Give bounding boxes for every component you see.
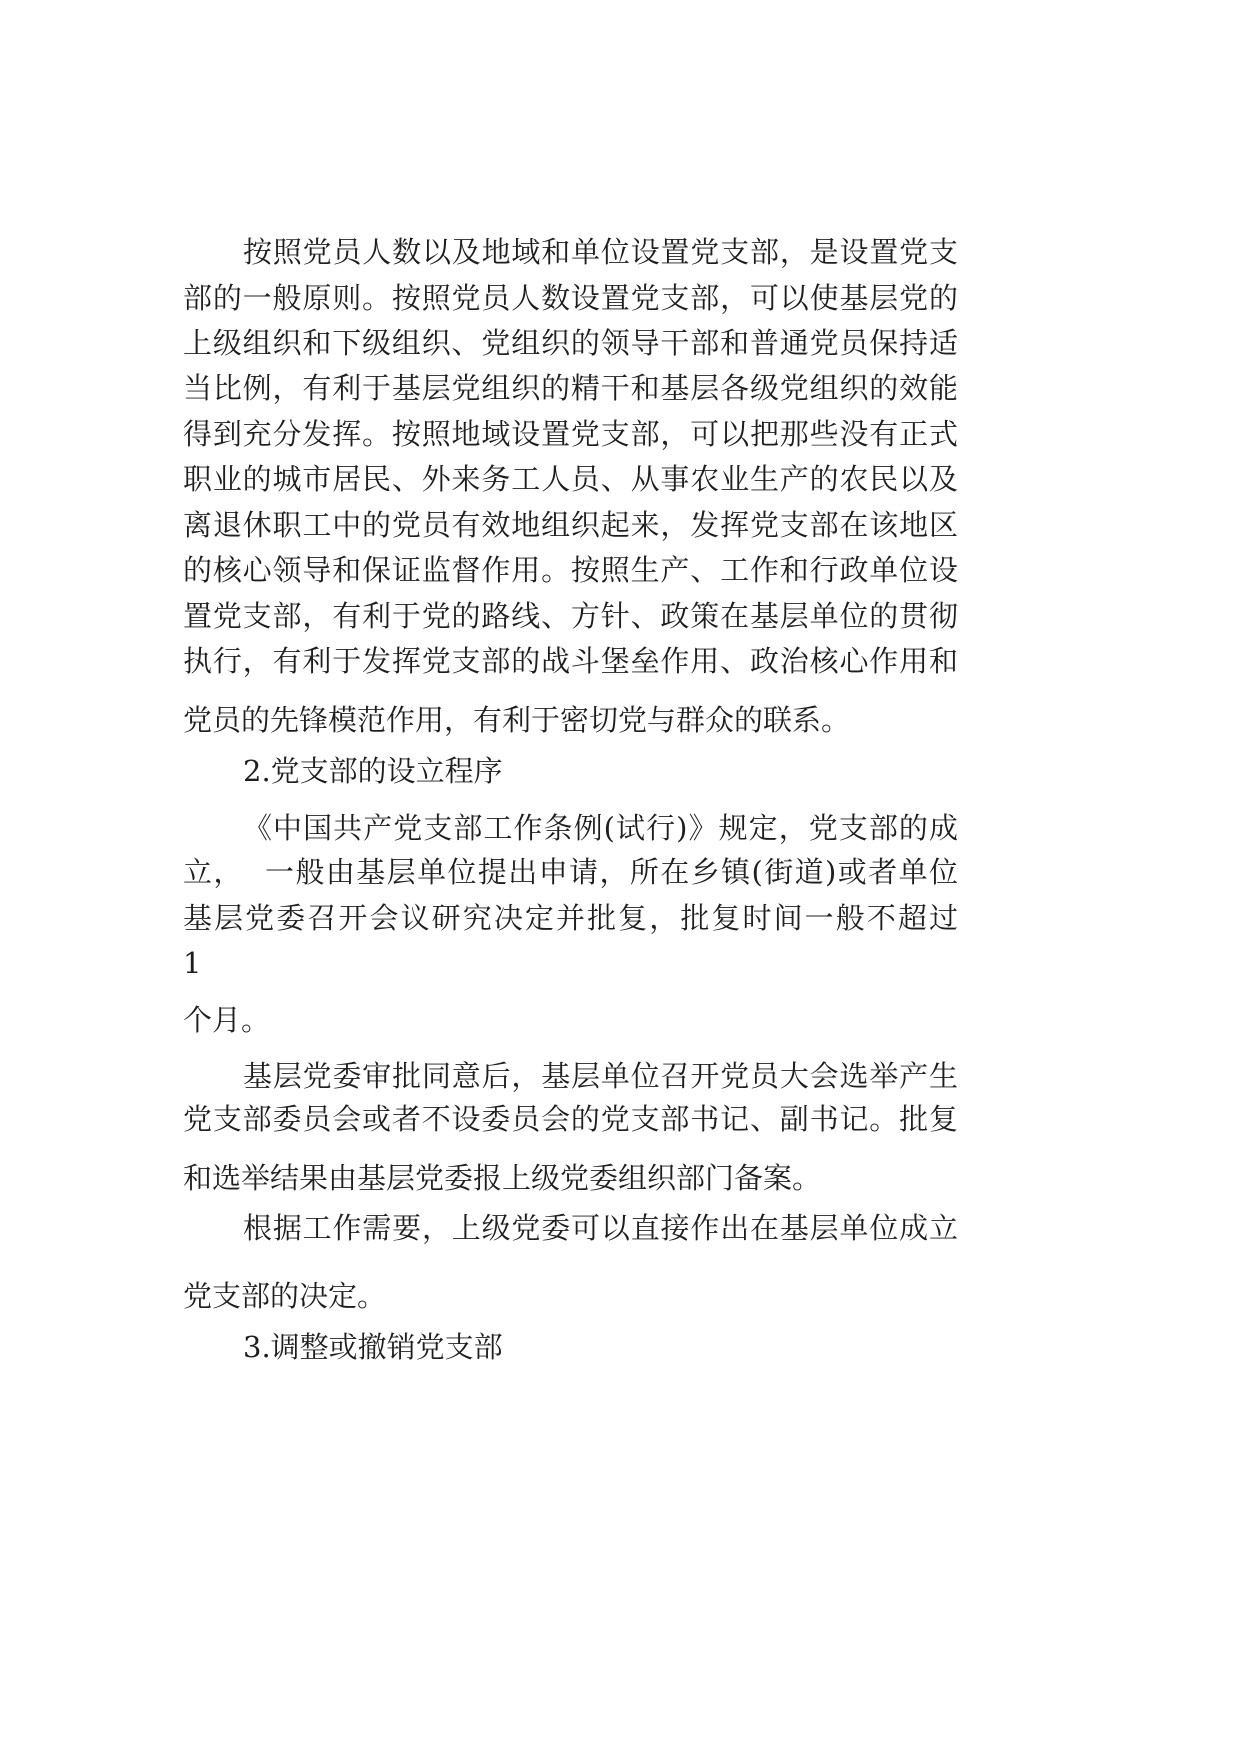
paragraph-line: 立， 一般由基层单位提出申请，所在乡镇(街道)或者单位 <box>183 855 958 889</box>
section-heading: 2.党支部的设立程序 <box>243 754 503 788</box>
paragraph-line: 部的一般原则。按照党员人数设置党支部，可以使基层党的 <box>183 281 958 315</box>
paragraph-line: 党员的先锋模范作用，有利于密切党与群众的联系。 <box>183 703 851 737</box>
paragraph-line: 和选举结果由基层党委报上级党委组织部门备案。 <box>183 1161 822 1195</box>
paragraph-line: 《中国共产党支部工作条例(试行)》规定，党支部的成 <box>243 811 958 845</box>
paragraph-line: 当比例，有利于基层党组织的精干和基层各级党组织的效能 <box>183 371 958 405</box>
paragraph-line: 的核心领导和保证监督作用。按照生产、工作和行政单位设 <box>183 553 958 587</box>
paragraph-line: 1 <box>183 946 202 980</box>
paragraph-line: 置党支部，有利于党的路线、方针、政策在基层单位的贯彻 <box>183 599 958 633</box>
paragraph-line: 上级组织和下级组织、党组织的领导干部和普通党员保持适 <box>183 326 958 360</box>
paragraph-line: 基层党委审批同意后，基层单位召开党员大会选举产生 <box>243 1059 958 1093</box>
paragraph-line: 党支部的决定。 <box>183 1279 387 1313</box>
paragraph-line: 按照党员人数以及地域和单位设置党支部，是设置党支 <box>243 235 958 269</box>
paragraph-line: 执行，有利于发挥党支部的战斗堡垒作用、政治核心作用和 <box>183 644 958 678</box>
paragraph-line: 党支部委员会或者不设委员会的党支部书记、副书记。批复 <box>183 1102 958 1136</box>
paragraph-line: 离退休职工中的党员有效地组织起来，发挥党支部在该地区 <box>183 508 958 542</box>
paragraph-line: 得到充分发挥。按照地域设置党支部，可以把那些没有正式 <box>183 417 958 451</box>
paragraph-line: 个月。 <box>183 1003 271 1037</box>
paragraph-line: 根据工作需要，上级党委可以直接作出在基层单位成立 <box>243 1211 958 1245</box>
section-heading: 3.调整或撤销党支部 <box>243 1330 503 1364</box>
paragraph-line: 基层党委召开会议研究决定并批复，批复时间一般不超过 <box>183 901 958 935</box>
paragraph-line: 职业的城市居民、外来务工人员、从事农业生产的农民以及 <box>183 462 958 496</box>
